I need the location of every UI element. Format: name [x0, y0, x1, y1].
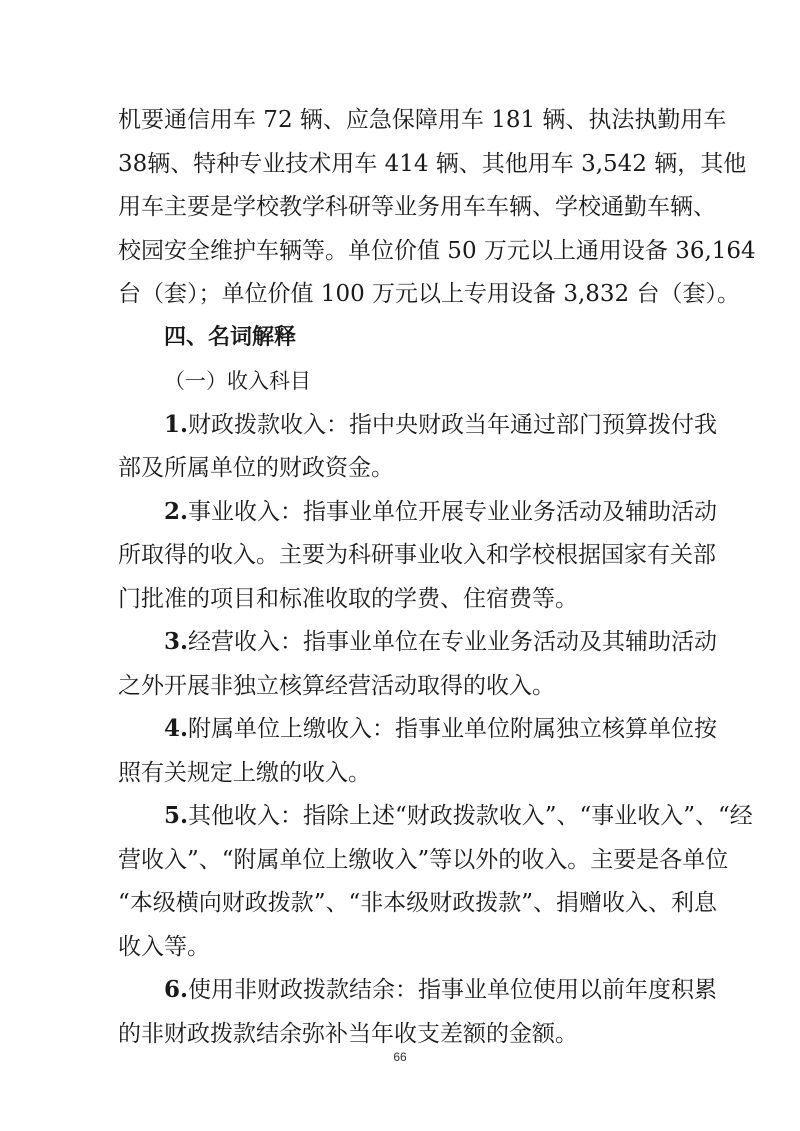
item-number: 5. [164, 802, 189, 829]
item-number: 2. [164, 497, 189, 525]
item-text: 经营收入：指事业单位在专业业务活动及其辅助活动 [188, 629, 718, 655]
body-line: 照有关规定上缴的收入。 [118, 759, 371, 786]
item-first-line [164, 793, 753, 839]
item-first-line [164, 489, 718, 535]
item-first-line [164, 967, 718, 1013]
body-line: 营收入”、“附属单位上缴收入”等以外的收入。主要是各单位 [118, 846, 729, 873]
body-line: 用车主要是学校教学科研等业务用车车辆、学校通勤车辆、 [118, 194, 716, 220]
item-text: 附属单位上缴收入：指事业单位附属独立核算单位按 [188, 716, 718, 742]
body-line: 门批准的项目和标准收取的学费、住宿费等。 [118, 585, 578, 612]
body-line: 的非财政拨款结余弥补当年收支差额的金额。 [118, 1020, 578, 1047]
item-text: 其他收入：指除上述“财政拨款收入”、“事业收入”、“经 [188, 803, 753, 829]
item-number: 6. [164, 976, 189, 1003]
body-line: 台（套）；单位价值 100 万元以上专用设备 3,832 台（套）。 [118, 281, 740, 307]
body-line: 收入等。 [118, 933, 210, 960]
item-text: 财政拨款收入：指中央财政当年通过部门预算拨付我 [188, 411, 718, 438]
item-number: 1. [164, 410, 189, 438]
body-line: 校园安全维护车辆等。单位价值 50 万元以上通用设备 36,164 [118, 237, 756, 264]
item-text: 事业收入：指事业单位开展专业业务活动及辅助活动 [188, 498, 718, 525]
body-line: “本级横向财政拨款”、“非本级财政拨款”、捐赠收入、利息 [118, 890, 718, 916]
body-line: 之外开展非独立核算经营活动取得的收入。 [118, 672, 555, 699]
item-first-line [164, 706, 718, 752]
body-line: 38辆、特种专业技术用车 414 辆、其他用车 3,542 辆，其他 [118, 150, 747, 177]
body-line: 机要通信用车 72 辆、应急保障用车 181 辆、执法执勤用车 [118, 107, 727, 133]
subsection-heading: （一）收入科目 [164, 369, 311, 393]
item-first-line [164, 619, 718, 665]
item-text: 使用非财政拨款结余：指事业单位使用以前年度积累 [188, 977, 718, 1003]
page-number: 66 [393, 1050, 407, 1064]
section-heading: 四、名词解释 [164, 324, 297, 350]
body-line: 部及所属单位的财政资金。 [118, 455, 394, 481]
body-line: 所取得的收入。主要为科研事业收入和学校根据国家有关部 [118, 542, 716, 568]
item-number: 4. [164, 715, 189, 742]
item-first-line [164, 402, 718, 448]
item-number: 3. [164, 628, 189, 655]
